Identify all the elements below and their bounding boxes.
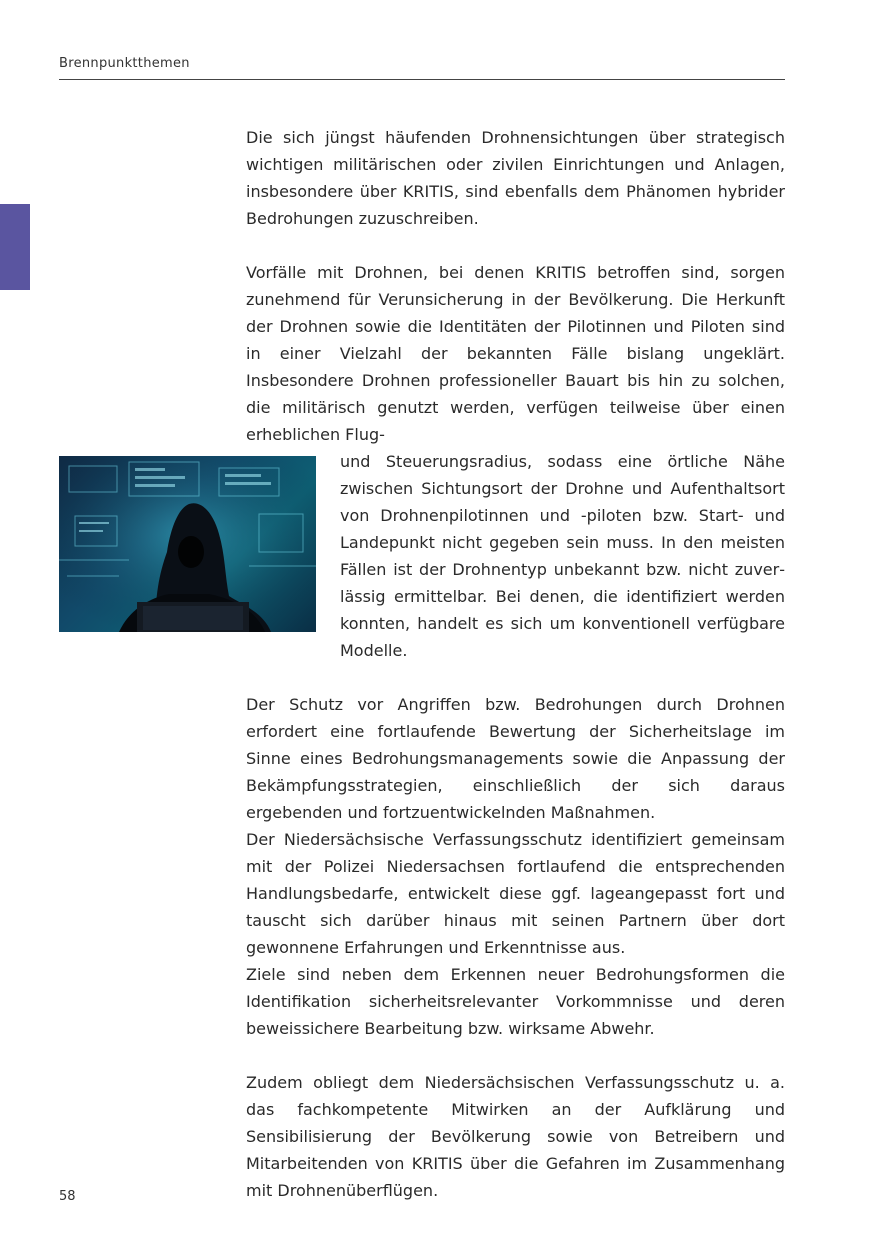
paragraph-5: Ziele sind neben dem Erkennen neuer Bedrohungsformen die Identifikation sicherheitsrelevanter Vorkommnisse und deren beweissichere Bearbeitung bzw. wirksame Abwehr. [246, 965, 785, 1038]
section-header: Brennpunktthemen [59, 56, 190, 71]
paragraph-2-part-1: Vorfälle mit Drohnen, bei denen KRITIS betroffen sind, sorgen zunehmend für Verunsicherung in der Bevölkerung. Die Herkunft der Drohnen sowie die Identitäten der Pilotinnen und Piloten sind in einer Vielzahl der bekannten Fälle bislang ungeklärt. Insbesondere Drohnen professioneller Bauart bis hin zu solchen, die militärisch genutzt werden, verfügen teilweise über einen erheblichen Flug- [246, 263, 785, 444]
paragraph-3: Der Schutz vor Angriffen bzw. Bedrohungen durch Drohnen erfordert eine fortlaufende Bewertung der Sicherheitslage im Sinne eines Bedrohungsmanagements sowie die Anpassung der Bekämpfungsstrategien, einschließlich der sich daraus ergebenden und fortzuentwickelnden Maßnahmen. [246, 695, 785, 822]
header-divider [59, 79, 785, 80]
article-body [246, 124, 785, 1204]
image-float-spacer [246, 448, 340, 656]
chapter-marker-tab [0, 204, 30, 290]
paragraph-4: Der Niedersächsische Verfassungsschutz identifiziert gemeinsam mit der Polizei Niedersachsen fortlaufend die entsprechenden Handlungsbedarfe, entwickelt diese ggf. lageangepasst fort und tauscht sich darüber hinaus mit seinen Partnern über dort gewonnene Erfahrungen und Erkenntnisse aus. [246, 830, 785, 957]
page-number: 58 [59, 1189, 76, 1204]
paragraph-6: Zudem obliegt dem Niedersächsischen Verfassungsschutz u. a. das fachkompetente Mitwirken an der Aufklärung und Sensibilisierung der Bevölkerung sowie von Betreibern und Mitarbeitenden von KRITIS über die Gefahren im Zusammenhang mit Drohnenüberflügen. [246, 1073, 785, 1200]
paragraph-2-part-2: und Steuerungsradius, sodass eine örtliche Nähe zwischen Sichtungsort der Drohne und Aufenthaltsort von Drohnenpilotinnen und -piloten bzw. Start- und Landepunkt nicht gegeben sein muss. In den meisten Fällen ist der Drohnentyp unbekannt bzw. nicht zuverlässig ermittelbar. Bei denen, die identifiziert werden konnten, handelt es sich um konventionell verfügbare Modelle. [340, 452, 785, 660]
paragraph-1: Die sich jüngst häufenden Drohnensichtungen über strategisch wichtigen militärischen oder zivilen Einrichtungen und Anlagen, insbesondere über KRITIS, sind ebenfalls dem Phänomen hybrider Bedrohungen zuzuschreiben. [246, 128, 785, 228]
